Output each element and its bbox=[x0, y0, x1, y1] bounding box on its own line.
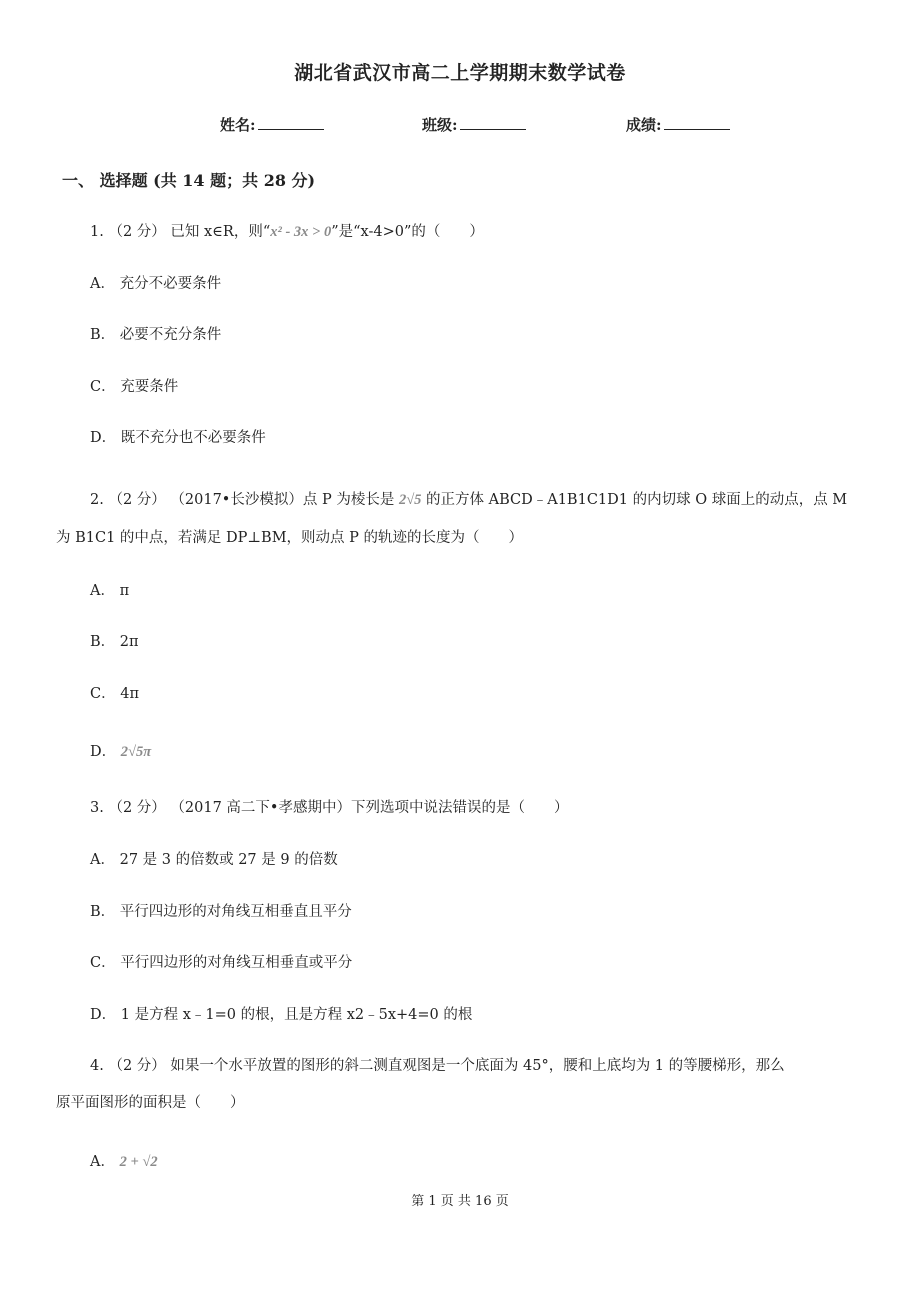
option-text: 必要不充分条件 bbox=[119, 327, 222, 343]
option-text: 平行四边形的对角线互相垂直或平分 bbox=[120, 955, 353, 971]
option-label: A． bbox=[90, 1154, 115, 1170]
score-label: 成绩: bbox=[626, 116, 662, 134]
option-text: 充要条件 bbox=[120, 379, 179, 395]
class-label: 班级: bbox=[422, 116, 458, 134]
option-label: A． bbox=[90, 852, 115, 868]
question-2-stem-post: 的正方体 ABCD﹣A1B1C1D1 的内切球 O 球面上的动点，点 M bbox=[421, 492, 848, 508]
section-heading: 一、 选择题 (共 14 题；共 28 分) bbox=[62, 171, 316, 190]
question-1-stem-post: ”是“x-4>0”的（ ） bbox=[331, 224, 484, 240]
exam-title: 湖北省武汉市高二上学期期末数学试卷 bbox=[294, 62, 626, 84]
option-label: C． bbox=[90, 955, 116, 971]
name-field bbox=[220, 114, 324, 135]
question-3-option-d bbox=[90, 1003, 472, 1024]
name-label: 姓名: bbox=[220, 116, 256, 134]
option-text: 平行四边形的对角线互相垂直且平分 bbox=[119, 904, 352, 920]
question-2-stem-pre: 2. （2 分） （2017•长沙模拟）点 P 为棱长是 bbox=[90, 492, 399, 508]
name-blank[interactable] bbox=[258, 114, 324, 130]
class-blank[interactable] bbox=[460, 114, 526, 130]
option-label: D． bbox=[90, 1007, 117, 1023]
option-label: D． bbox=[90, 430, 117, 446]
question-1-option-a bbox=[90, 272, 221, 293]
option-text: 1 是方程 x﹣1=0 的根，且是方程 x2﹣5x+4=0 的根 bbox=[120, 1007, 473, 1023]
question-3: 3. （2 分） （2017 高二下•孝感期中）下列选项中说法错误的是（ ） bbox=[90, 800, 569, 816]
question-3-option-a bbox=[90, 848, 338, 869]
option-text: 27 是 3 的倍数或 27 是 9 的倍数 bbox=[119, 852, 338, 868]
option-text: 既不充分也不必要条件 bbox=[120, 430, 266, 446]
question-2-math: 2√5 bbox=[398, 492, 422, 508]
question-1-option-c bbox=[90, 375, 178, 396]
option-label: B． bbox=[90, 327, 116, 343]
question-3-option-c bbox=[90, 951, 352, 972]
option-text: 4π bbox=[120, 686, 139, 702]
option-label: B． bbox=[90, 634, 116, 650]
option-math: 2 + √2 bbox=[119, 1154, 158, 1170]
question-4: 4. （2 分） 如果一个水平放置的图形的斜二测直观图是一个底面为 45°，腰和上底均为 1 的等腰梯形，那么 bbox=[90, 1058, 785, 1074]
question-2-option-a bbox=[90, 579, 129, 600]
option-text: 2π bbox=[119, 634, 139, 650]
option-label: C． bbox=[90, 686, 116, 702]
question-2-option-c bbox=[90, 682, 139, 703]
option-label: A． bbox=[90, 276, 115, 292]
question-1-math: x² - 3x > 0 bbox=[270, 224, 332, 240]
score-field bbox=[626, 114, 730, 135]
question-2 bbox=[90, 488, 847, 509]
option-label: C． bbox=[90, 379, 116, 395]
question-4-line-2: 原平面图形的面积是（ ） bbox=[56, 1095, 245, 1111]
option-math: 2√5π bbox=[120, 744, 152, 760]
question-2-option-b bbox=[90, 630, 139, 651]
question-1-stem-pre: 1. （2 分） 已知 x∈R，则“ bbox=[90, 224, 271, 240]
option-label: D． bbox=[90, 744, 117, 760]
question-2-line-2: 为 B1C1 的中点，若满足 DP⊥BM，则动点 P 的轨迹的长度为（ ） bbox=[56, 530, 524, 546]
question-1-option-b bbox=[90, 323, 221, 344]
option-label: A． bbox=[90, 583, 115, 599]
question-1 bbox=[90, 220, 484, 241]
option-text: π bbox=[119, 583, 130, 599]
question-1-option-d bbox=[90, 426, 266, 447]
option-label: B． bbox=[90, 904, 116, 920]
page-footer: 第 1 页 共 16 页 bbox=[411, 1194, 509, 1209]
question-2-option-d bbox=[90, 740, 151, 761]
question-4-option-a bbox=[90, 1150, 158, 1171]
option-text: 充分不必要条件 bbox=[119, 276, 222, 292]
question-3-option-b bbox=[90, 900, 352, 921]
class-field bbox=[422, 114, 526, 135]
score-blank[interactable] bbox=[664, 114, 730, 130]
